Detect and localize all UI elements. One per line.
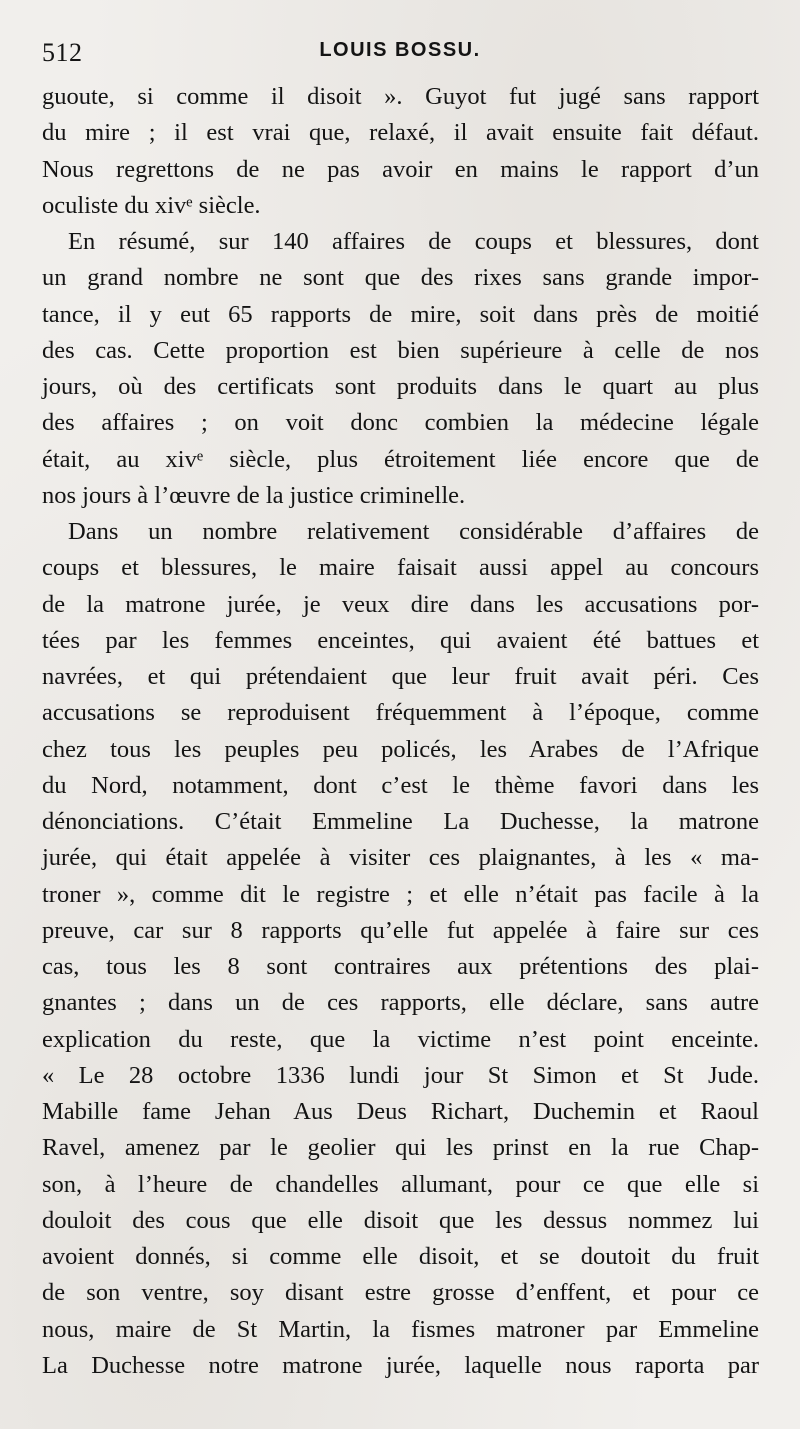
text-line: oculiste du xivᵉ siècle. (42, 191, 261, 219)
page-number: 512 (42, 38, 83, 67)
text-line: Nous regrettons de ne pas avoir en mains le rapport d’un (42, 155, 759, 183)
text-line: cas, tous les 8 sont contraires aux prétentions des plai- (42, 953, 759, 980)
text-line: du Nord, notamment, dont c’est le thème favori dans les (42, 771, 759, 799)
running-head: LOUIS BOSSU. (319, 39, 481, 61)
text-line: nos jours à l’œuvre de la justice criminelle. (42, 481, 466, 509)
text-line: douloit des cous que elle disoit que les dessus nommez lui (42, 1206, 759, 1234)
text-line: navrées, et qui prétendaient que leur fruit avait péri. Ces (42, 663, 759, 690)
text-line: jours, où des certificats sont produits dans le quart au plus (42, 373, 759, 400)
text-line: gnantes ; dans un de ces rapports, elle déclare, sans autre (42, 989, 759, 1017)
text-line: un grand nombre ne sont que des rixes sans grande impor- (42, 264, 759, 292)
text-line: jurée, qui était appelée à visiter ces plaignantes, à les « ma- (42, 844, 759, 872)
text-line: dénonciations. C’était Emmeline La Duchesse, la matrone (42, 808, 759, 835)
page-header (42, 30, 758, 70)
text-line: son, à l’heure de chandelles allumant, pour ce que elle si (42, 1170, 759, 1198)
text-line: Mabille fame Jehan Aus Deus Richart, Duchemin et Raoul (42, 1098, 759, 1125)
text-line: de son ventre, soy disant estre grosse d’enffent, et pour ce (42, 1279, 759, 1307)
text-line: était, au xivᵉ siècle, plus étroitement liée encore que de (42, 445, 759, 473)
text-line: tance, il y eut 65 rapports de mire, soit dans près de moitié (42, 300, 759, 328)
text-line: preuve, car sur 8 rapports qu’elle fut appelée à faire sur ces (42, 916, 759, 944)
text-line: accusations se reproduisent fréquemment à l’époque, comme (42, 699, 759, 727)
text-line: coups et blessures, le maire faisait aussi appel au concours (42, 554, 759, 582)
text-line: des cas. Cette proportion est bien supérieure à celle de nos (42, 336, 759, 364)
text-line: « Le 28 octobre 1336 lundi jour St Simon et St Jude. (42, 1061, 759, 1089)
text-line: Ravel, amenez par le geolier qui les prinst en la rue Chap- (42, 1134, 759, 1162)
text-line: explication du reste, que la victime n’est point enceinte. (42, 1025, 759, 1053)
text-line: nous, maire de St Martin, la fismes matroner par Emmeline (42, 1315, 759, 1343)
text-line: avoient donnés, si comme elle disoit, et se doutoit du fruit (42, 1243, 759, 1270)
text-line: En résumé, sur 140 affaires de coups et blessures, dont (68, 228, 759, 255)
text-line: chez tous les peuples peu policés, les Arabes de l’Afrique (42, 735, 759, 763)
text-line: du mire ; il est vrai que, relaxé, il avait ensuite fait défaut. (42, 119, 759, 147)
body-text (42, 79, 759, 1384)
text-line: La Duchesse notre matrone jurée, laquelle nous raporta par (42, 1351, 759, 1379)
text-line: de la matrone jurée, je veux dire dans les accusations por- (42, 590, 759, 618)
text-line: tées par les femmes enceintes, qui avaient été battues et (42, 626, 759, 654)
text-line: guoute, si comme il disoit ». Guyot fut jugé sans rapport (42, 83, 759, 110)
text-line: des affaires ; on voit donc combien la médecine légale (42, 409, 759, 437)
text-line: Dans un nombre relativement considérable d’affaires de (68, 518, 759, 545)
text-line: troner », comme dit le registre ; et elle n’était pas facile à la (42, 880, 759, 908)
